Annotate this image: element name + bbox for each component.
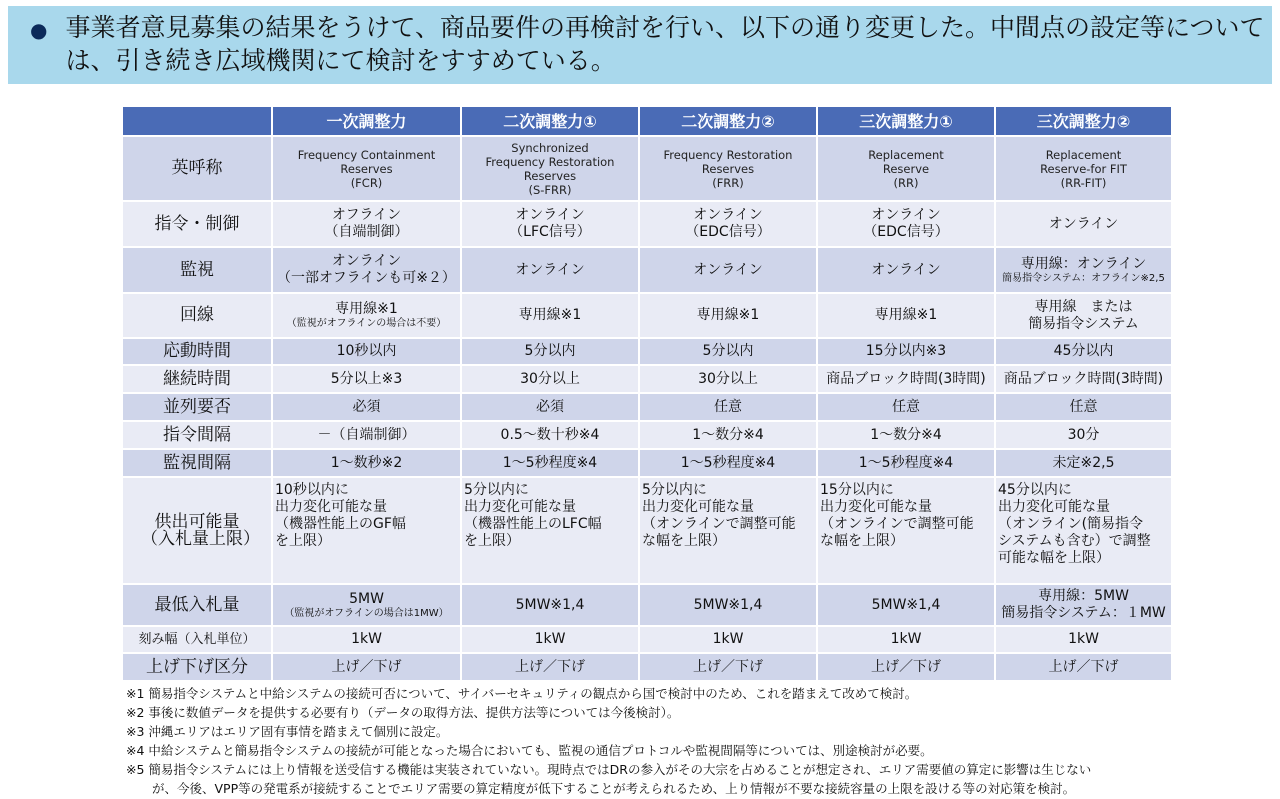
cell-line: 1kW [712, 631, 744, 647]
cell-line: （監視がオフラインの場合は不要） [286, 318, 447, 329]
cell-line: オフライン [331, 207, 402, 223]
row-label: 上げ下げ区分 [122, 653, 272, 681]
summary-text: 事業者意見募集の結果をうけて、商品要件の再検討を行い、以下の通り変更した。中間点の設定等については、引き続き広域機関にて検討をすすめている。 [65, 13, 1265, 75]
table-cell [995, 201, 1172, 247]
cell-line: （オンラインで調整可能 [642, 516, 796, 532]
cell-line: 5分以上※3 [330, 370, 403, 387]
footnote: ※1 簡易指令システムと中給システムの接続可否について、サイバーセキュリティの観点から国で検討中のため、これを踏まえて改めて検討。 [126, 686, 918, 701]
cell-line: を上限） [275, 533, 331, 549]
column-header: 二次調整力② [639, 106, 817, 136]
table-cell [272, 477, 461, 584]
table-cell [272, 201, 461, 247]
cell-line: Synchronized [511, 140, 589, 155]
cell-line: 専用線※1 [518, 307, 582, 323]
table-cell [272, 421, 461, 449]
table-cell [461, 421, 639, 449]
cell-line: （EDC信号） [685, 224, 771, 240]
table-row [122, 449, 1172, 477]
table-cell [639, 653, 817, 681]
column-header [122, 106, 272, 136]
table-cell [272, 393, 461, 421]
table-cell [461, 393, 639, 421]
cell-line: 出力変化可能な量 [820, 499, 932, 515]
table-cell [995, 393, 1172, 421]
cell-line: 5MW※1,4 [515, 596, 585, 613]
row-label: 応動時間 [122, 338, 272, 365]
cell-line: オンライン [515, 261, 585, 278]
cell-line: 未定※2,5 [1052, 454, 1115, 471]
table-cell [995, 449, 1172, 477]
table-cell [995, 247, 1172, 293]
cell-line: Replacement [1045, 147, 1122, 162]
table-cell [817, 365, 995, 393]
cell-line: 必須 [352, 398, 381, 415]
table-cell [995, 477, 1172, 584]
cell-line: (FRR) [712, 175, 744, 190]
row-label: 刻み幅（入札単位） [122, 626, 272, 653]
table-cell [639, 626, 817, 653]
cell-line: 出力変化可能な量 [275, 499, 387, 515]
table-cell [272, 338, 461, 365]
cell-line: 専用線※1 [335, 301, 398, 317]
table-row [122, 421, 1172, 449]
cell-line: 5MW※1,4 [871, 596, 941, 613]
cell-line: な幅を上限） [820, 533, 904, 549]
row-label: 回線 [122, 293, 272, 338]
cell-line: オンライン [693, 207, 763, 223]
table-cell [995, 136, 1172, 201]
table-cell [272, 136, 461, 201]
row-label: 英呼称 [122, 136, 272, 201]
row-label: 指令間隔 [122, 421, 272, 449]
footnote: ※5 簡易指令システムには上り情報を送受信する機能は実装されていない。現時点ではDRの参入がその大宗を占めることが想定され、エリア需要値の算定に影響は生じない [126, 762, 1092, 777]
cell-line: Frequency Containment [297, 147, 436, 162]
cell-line: (FCR) [350, 175, 383, 190]
cell-line: 上げ／下げ [515, 658, 585, 675]
table-row [122, 584, 1172, 626]
column-header: 一次調整力 [272, 106, 461, 136]
cell-line: 出力変化可能な量 [642, 499, 754, 515]
table-cell [639, 338, 817, 365]
cell-line: (S-FRR) [528, 182, 572, 197]
cell-line: 専用線※1 [874, 307, 938, 323]
cell-line: 5MW※1,4 [693, 596, 763, 613]
cell-line: 1～5秒程度※4 [858, 454, 954, 471]
cell-line: （自端制御） [324, 224, 409, 240]
cell-line: Reserves [340, 161, 393, 176]
cell-line: 1kW [1068, 631, 1099, 647]
table-cell [639, 584, 817, 626]
column-header: 三次調整力① [817, 106, 995, 136]
table-cell [639, 293, 817, 338]
cell-line: 簡易指令システム：オフライン※2,5 [1002, 272, 1165, 284]
cell-line: （一部オフラインも可※２） [277, 270, 456, 286]
table-cell [817, 201, 995, 247]
cell-line: （監視がオフラインの場合は1MW） [284, 607, 449, 619]
table-cell [817, 626, 995, 653]
table-cell [461, 201, 639, 247]
table-cell [639, 421, 817, 449]
cell-line: 15分以内に [820, 482, 894, 498]
cell-line: 10秒以内に [275, 482, 349, 498]
table-cell [461, 626, 639, 653]
cell-line: 1～5秒程度※4 [680, 454, 776, 471]
cell-line: オンライン [871, 207, 941, 223]
table-cell [995, 626, 1172, 653]
row-label: 並列要否 [122, 393, 272, 421]
cell-line: 上げ／下げ [331, 658, 402, 675]
column-header: 三次調整力② [995, 106, 1172, 136]
table-row [122, 201, 1172, 247]
row-label: 指令・制御 [122, 201, 272, 247]
table-cell [461, 247, 639, 293]
row-label: 監視 [122, 247, 272, 293]
cell-line: 出力変化可能な量 [464, 499, 576, 515]
table-row [122, 653, 1172, 681]
requirements-table [121, 105, 1173, 682]
table-cell [995, 421, 1172, 449]
table-cell [817, 247, 995, 293]
row-label: 最低入札量 [122, 584, 272, 626]
footnote: が、今後、VPP等の発電系が接続することでエリア需要の算定精度が低下することが考えられるため、上り情報が不要な接続容量の上限を設ける等の対応策を検討。 [152, 781, 1076, 796]
cell-line: オンライン [1048, 215, 1119, 232]
table-cell [817, 477, 995, 584]
cell-line: 上げ／下げ [693, 658, 763, 675]
cell-line: 30分以上 [698, 370, 758, 387]
table-cell [817, 584, 995, 626]
footnote: ※3 沖縄エリアはエリア固有事情を踏まえて個別に設定。 [126, 724, 449, 739]
table-cell [461, 477, 639, 584]
table-cell [272, 653, 461, 681]
cell-line: 1～数分※4 [870, 426, 942, 443]
cell-line: 専用線※1 [696, 307, 760, 323]
table-row [122, 247, 1172, 293]
table-cell [639, 365, 817, 393]
cell-line: 45分以内に [998, 482, 1072, 498]
cell-line: 商品ブロック時間(3時間) [1003, 370, 1164, 387]
cell-line: （オンラインで調整可能 [820, 516, 974, 532]
cell-line: 専用線 または [1034, 298, 1133, 315]
cell-line: 10秒以内 [336, 343, 397, 359]
table-cell [817, 653, 995, 681]
cell-line: 1～数分※4 [692, 426, 764, 443]
cell-line: 30分以上 [520, 370, 580, 387]
cell-line: 1～5秒程度※4 [502, 454, 598, 471]
bullet-icon: ● [30, 18, 48, 42]
cell-line: 任意 [892, 398, 920, 415]
cell-line: オンライン [331, 253, 402, 269]
table-row [122, 338, 1172, 365]
table-cell [461, 653, 639, 681]
table-cell [817, 293, 995, 338]
cell-line: Reserve-for FIT [1040, 161, 1127, 176]
cell-line: システムも含む）で調整 [998, 533, 1151, 549]
table-cell [995, 365, 1172, 393]
table-cell [639, 449, 817, 477]
table-cell [817, 136, 995, 201]
table-cell [272, 449, 461, 477]
cell-line: な幅を上限） [642, 533, 726, 549]
cell-line: 出力変化可能な量 [998, 499, 1110, 515]
cell-line: （オンライン(簡易指令 [998, 516, 1144, 532]
cell-line: 上げ／下げ [871, 658, 941, 675]
cell-line: －（自端制御） [317, 426, 416, 443]
cell-line: 45分以内 [1053, 343, 1114, 359]
cell-line: を上限） [464, 533, 520, 549]
table-row [122, 626, 1172, 653]
cell-line: 任意 [714, 398, 742, 415]
table-cell [272, 247, 461, 293]
cell-line: Reserves [523, 168, 577, 183]
cell-line: 5分以内 [524, 343, 576, 359]
cell-line: オンライン [693, 261, 763, 278]
table-row [122, 136, 1172, 201]
cell-line: 1kW [351, 631, 382, 647]
cell-line: Reserves [701, 161, 755, 176]
table-cell [272, 365, 461, 393]
table-cell [461, 584, 639, 626]
table-cell [817, 449, 995, 477]
cell-line: Frequency Restoration [663, 147, 793, 162]
cell-line: 1kW [534, 631, 566, 647]
cell-line: 1～数秒※2 [330, 454, 403, 471]
table-cell [272, 584, 461, 626]
table-cell [639, 393, 817, 421]
table-cell [272, 293, 461, 338]
table-cell [817, 393, 995, 421]
cell-line: Replacement [868, 147, 944, 162]
row-label: 監視間隔 [122, 449, 272, 477]
table-cell [461, 338, 639, 365]
footnotes [126, 684, 1186, 798]
table-cell [461, 293, 639, 338]
cell-line: 必須 [536, 398, 564, 415]
footnote: ※4 中給システムと簡易指令システムの接続が可能となった場合においても、監視の通信プロトコルや監視間隔等については、別途検討が必要。 [126, 743, 933, 758]
cell-line: （LFC信号） [509, 224, 591, 240]
row-label: 継続時間 [122, 365, 272, 393]
cell-line: （機器性能上のLFC幅 [464, 516, 602, 532]
cell-line: （EDC信号） [863, 224, 949, 240]
cell-line: 30分 [1067, 426, 1100, 443]
table-cell [272, 626, 461, 653]
table-cell [639, 477, 817, 584]
cell-line: オンライン [515, 207, 585, 223]
cell-line: （機器性能上のGF幅 [275, 516, 406, 532]
footnote: ※2 事後に数値データを提供する必要有り（データの取得方法、提供方法等については今後検討）。 [126, 705, 680, 720]
cell-line: オンライン [871, 261, 941, 278]
cell-line: (RR) [893, 175, 919, 190]
table-cell [817, 421, 995, 449]
cell-line: (RR-FIT) [1060, 175, 1107, 190]
table-row [122, 477, 1172, 584]
table-cell [995, 584, 1172, 626]
table-cell [817, 338, 995, 365]
cell-line: 簡易指令システム [1028, 315, 1139, 332]
cell-line: 商品ブロック時間(3時間) [826, 370, 986, 387]
table-cell [639, 201, 817, 247]
cell-line: 専用線：5MW [1038, 588, 1129, 604]
cell-line: Reserve [882, 161, 930, 176]
table-cell [995, 653, 1172, 681]
cell-line: Frequency Restoration [485, 154, 615, 169]
table-cell [461, 449, 639, 477]
cell-line: 5分以内に [464, 482, 529, 498]
table-row [122, 293, 1172, 338]
table-row [122, 365, 1172, 393]
cell-line: 上げ／下げ [1048, 658, 1119, 675]
table-cell [639, 247, 817, 293]
cell-line: 専用線：オンライン [1020, 255, 1147, 272]
column-header: 二次調整力① [461, 106, 639, 136]
cell-line: 5分以内に [642, 482, 707, 498]
table-cell [639, 136, 817, 201]
table-cell [995, 293, 1172, 338]
table-cell [995, 338, 1172, 365]
table-cell [461, 365, 639, 393]
summary-banner [8, 6, 1272, 84]
cell-line: 1kW [890, 631, 922, 647]
cell-line: 15分以内※3 [865, 343, 947, 359]
table-row [122, 393, 1172, 421]
table-cell [461, 136, 639, 201]
cell-line: 簡易指令システム：１MW [1001, 605, 1166, 621]
cell-line: 任意 [1069, 398, 1098, 415]
cell-line: 5分以内 [702, 343, 754, 359]
cell-line: 可能な幅を上限） [998, 550, 1110, 566]
cell-line: 5MW [349, 590, 384, 607]
cell-line: 0.5～数十秒※4 [500, 426, 600, 443]
row-label: 供出可能量（入札量上限） [122, 477, 272, 584]
